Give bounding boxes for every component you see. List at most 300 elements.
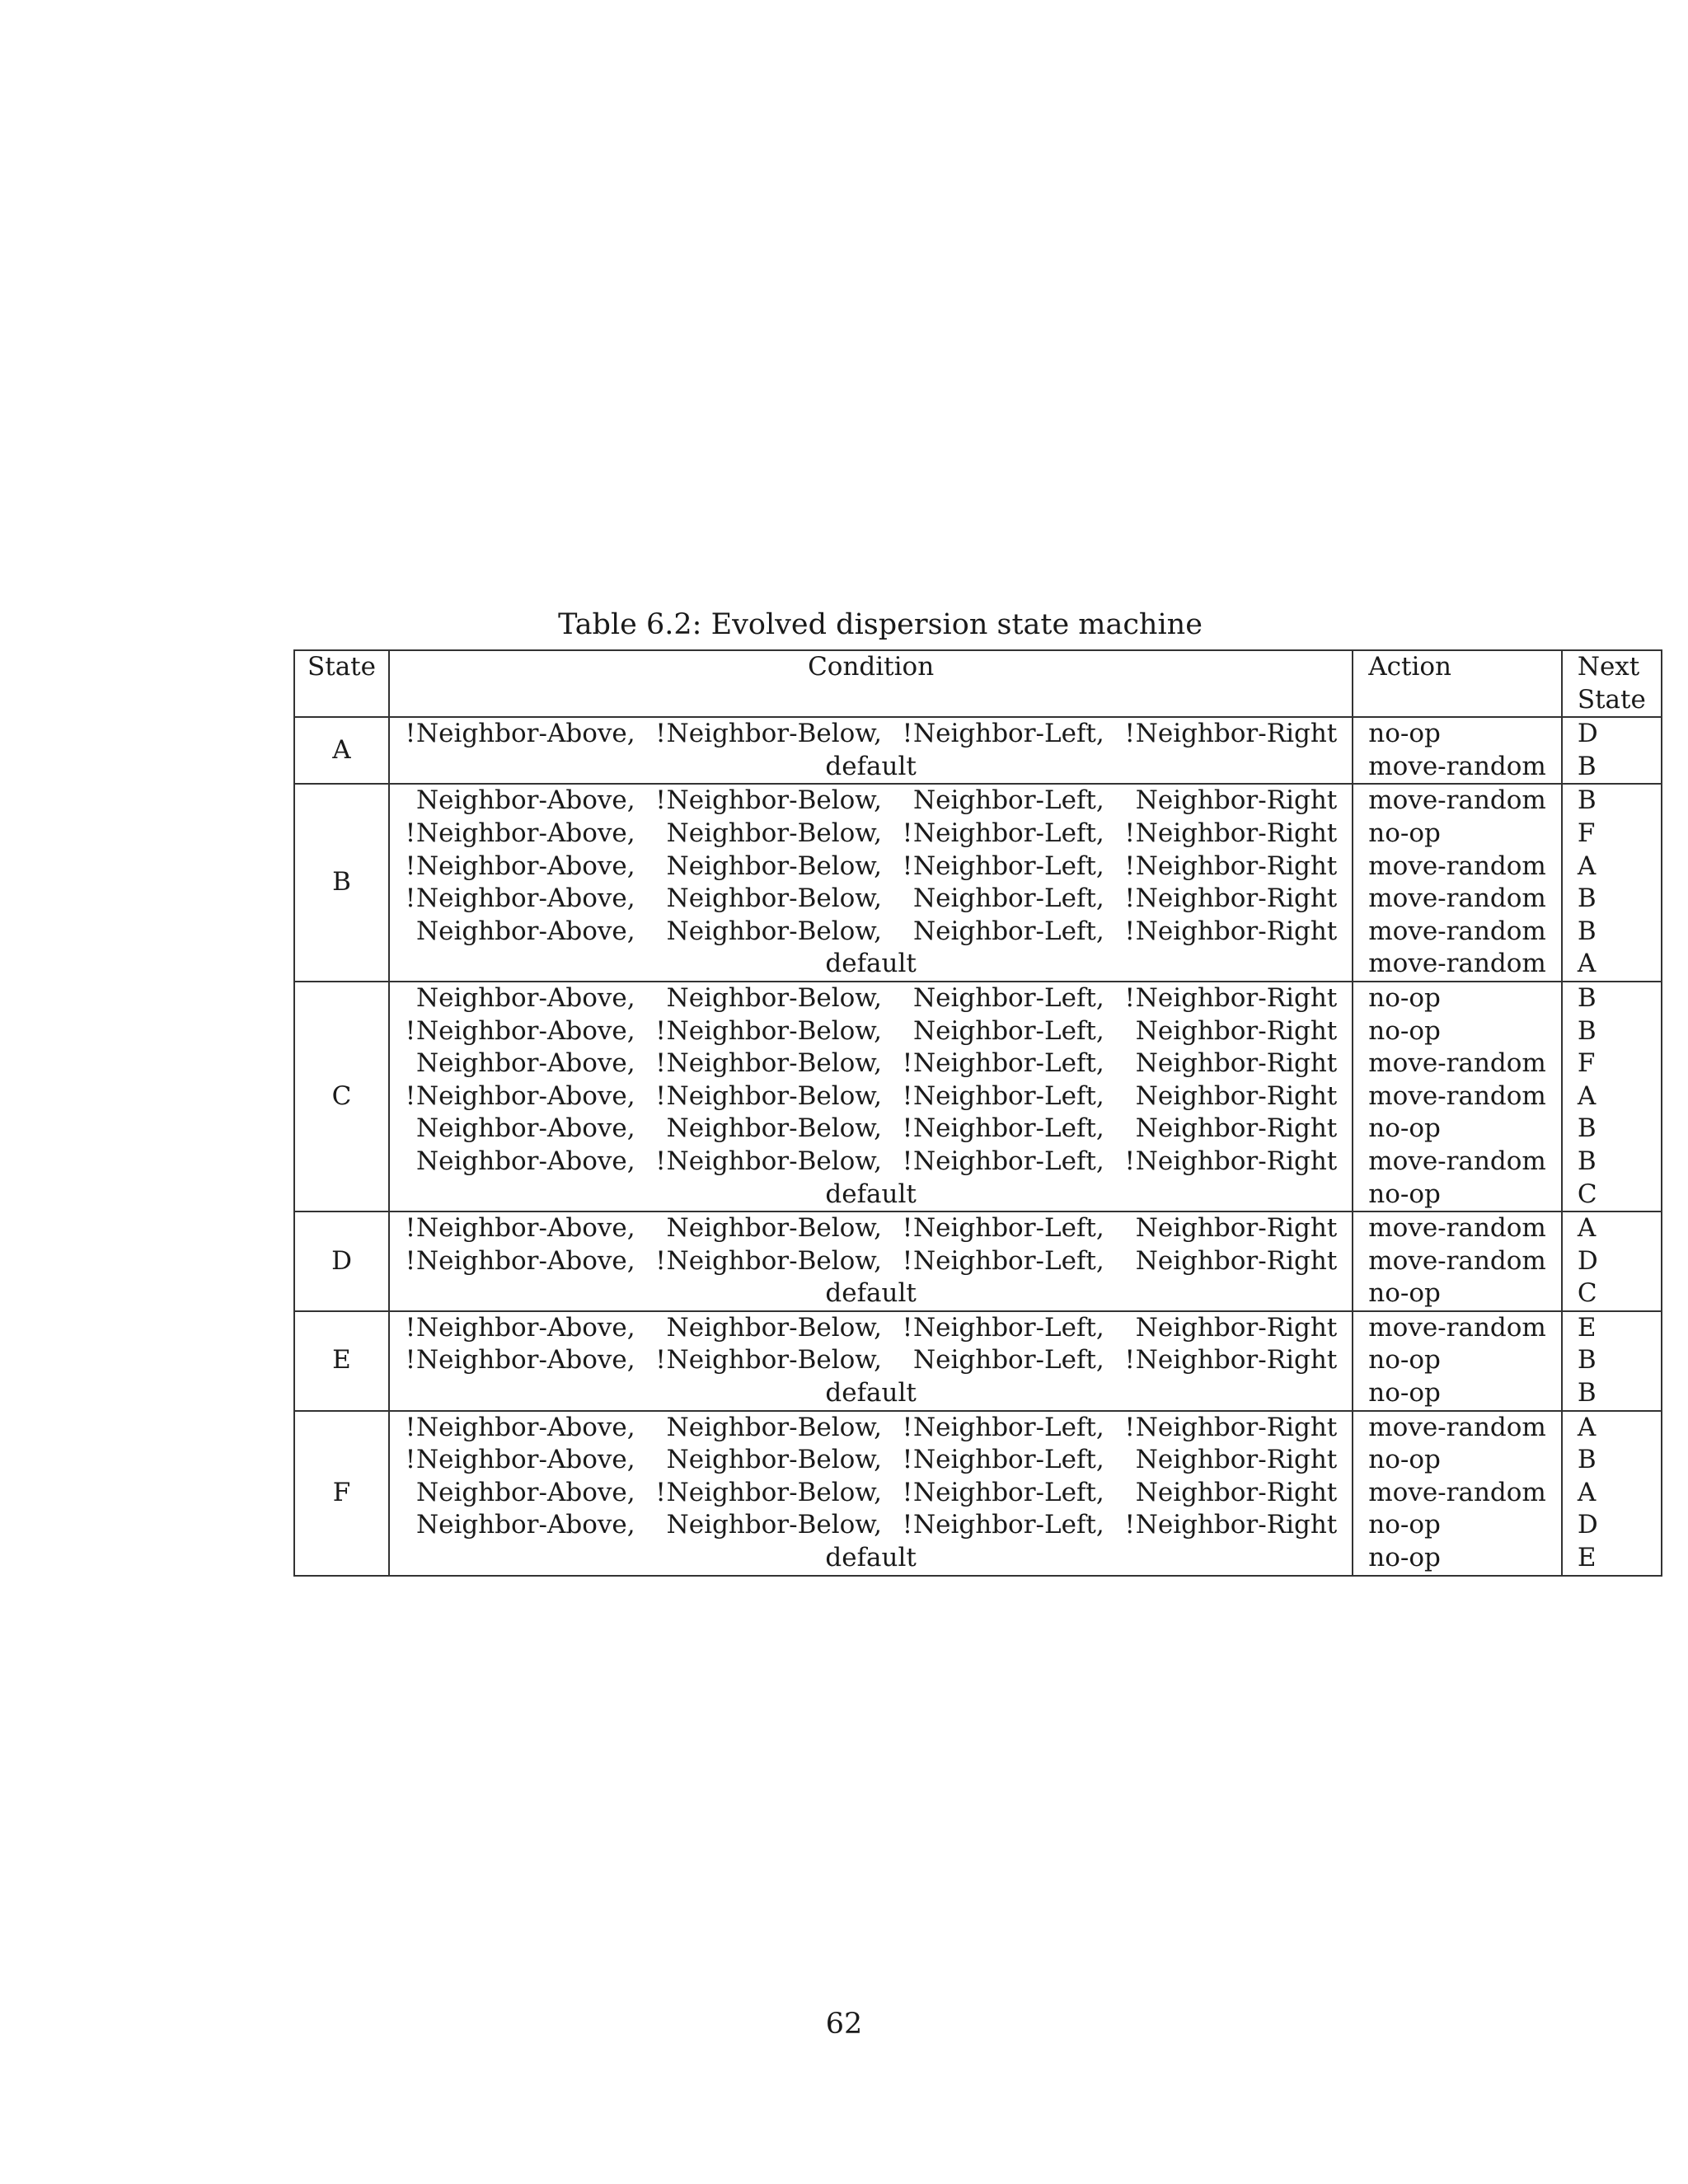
sensor-label: Neighbor-Left, bbox=[913, 1113, 1104, 1144]
action-cell: no-op bbox=[1353, 1377, 1562, 1411]
state-cell: C bbox=[294, 982, 389, 1212]
sensor-label: Neighbor-Below, bbox=[666, 1477, 883, 1507]
condition-term bbox=[1124, 1146, 1338, 1179]
state-group-d bbox=[294, 1212, 1662, 1311]
condition-term bbox=[1124, 718, 1338, 751]
negation-mark: ! bbox=[902, 1048, 913, 1079]
negation-mark: ! bbox=[655, 785, 666, 816]
table-row bbox=[294, 1444, 1662, 1477]
condition-term bbox=[902, 1509, 1104, 1542]
condition-term bbox=[655, 1312, 882, 1345]
condition-term bbox=[405, 883, 635, 916]
sensor-label: Neighbor-Above, bbox=[415, 1445, 635, 1475]
condition-term bbox=[655, 883, 882, 916]
negation-mark: ! bbox=[405, 883, 416, 914]
negation-mark: ! bbox=[655, 1048, 666, 1079]
negation-mark: ! bbox=[902, 818, 913, 848]
sensor-label: Neighbor-Left, bbox=[913, 1015, 1104, 1046]
sensor-label: Neighbor-Right bbox=[1135, 785, 1338, 816]
sensor-label: Neighbor-Left, bbox=[913, 1312, 1104, 1343]
action-cell: no-op bbox=[1353, 717, 1562, 751]
condition-cell bbox=[389, 1245, 1353, 1278]
sensor-label: Neighbor-Above, bbox=[415, 1113, 635, 1144]
negation-mark: ! bbox=[655, 1080, 666, 1111]
action-cell: move-random bbox=[1353, 1047, 1562, 1080]
table-row bbox=[294, 1080, 1662, 1113]
next-state-cell: B bbox=[1562, 883, 1662, 916]
condition-cell bbox=[389, 1311, 1353, 1345]
sensor-label: Neighbor-Below, bbox=[666, 1510, 883, 1540]
condition-cell bbox=[389, 1411, 1353, 1445]
action-cell: no-op bbox=[1353, 1277, 1562, 1311]
condition-cell bbox=[389, 784, 1353, 818]
condition-term bbox=[1124, 916, 1338, 949]
sensor-label: Neighbor-Left, bbox=[913, 1412, 1104, 1442]
condition-term bbox=[405, 785, 635, 818]
condition-expression bbox=[405, 1245, 1337, 1278]
state-group-b bbox=[294, 784, 1662, 982]
action-cell: move-random bbox=[1353, 851, 1562, 883]
table-row bbox=[294, 1377, 1662, 1411]
action-cell: move-random bbox=[1353, 948, 1562, 982]
negation-mark: ! bbox=[1124, 1345, 1135, 1376]
table-row bbox=[294, 1179, 1662, 1212]
negation-mark: ! bbox=[902, 1245, 913, 1276]
condition-term bbox=[902, 1245, 1104, 1278]
next-state-column-header bbox=[1562, 650, 1662, 717]
condition-term bbox=[1124, 818, 1338, 851]
sensor-label: Neighbor-Below, bbox=[666, 1312, 883, 1343]
state-machine-table bbox=[293, 649, 1662, 1577]
condition-cell bbox=[389, 883, 1353, 916]
sensor-label: Neighbor-Below, bbox=[666, 1080, 883, 1111]
condition-expression bbox=[405, 1212, 1337, 1245]
condition-cell: default bbox=[389, 1542, 1353, 1576]
condition-expression bbox=[405, 818, 1337, 851]
action-cell: move-random bbox=[1353, 1245, 1562, 1278]
condition-term bbox=[405, 1113, 635, 1146]
table-row bbox=[294, 1212, 1662, 1245]
sensor-label: Neighbor-Above, bbox=[415, 1510, 635, 1540]
condition-term bbox=[902, 1113, 1104, 1146]
sensor-label: Neighbor-Right bbox=[1135, 851, 1338, 881]
condition-term bbox=[1124, 1047, 1338, 1080]
condition-expression bbox=[405, 1312, 1337, 1345]
action-cell: move-random bbox=[1353, 1080, 1562, 1113]
condition-term bbox=[405, 1212, 635, 1245]
table-row bbox=[294, 1245, 1662, 1278]
negation-mark: ! bbox=[655, 1345, 666, 1376]
next-state-cell: E bbox=[1562, 1311, 1662, 1345]
sensor-label: Neighbor-Right bbox=[1135, 883, 1338, 914]
condition-term bbox=[655, 1412, 882, 1445]
next-state-cell: B bbox=[1562, 1015, 1662, 1048]
condition-term bbox=[1124, 1113, 1338, 1146]
condition-term bbox=[655, 1245, 882, 1278]
sensor-label: Neighbor-Above, bbox=[415, 785, 635, 816]
next-state-cell: B bbox=[1562, 982, 1662, 1015]
table-row bbox=[294, 1113, 1662, 1146]
condition-cell: default bbox=[389, 751, 1353, 785]
negation-mark: ! bbox=[902, 1445, 913, 1475]
next-state-cell: A bbox=[1562, 1212, 1662, 1245]
sensor-label: Neighbor-Left, bbox=[913, 883, 1104, 914]
condition-cell bbox=[389, 818, 1353, 851]
condition-cell bbox=[389, 1477, 1353, 1510]
condition-term bbox=[655, 1444, 882, 1477]
sensor-label: Neighbor-Right bbox=[1135, 1213, 1338, 1244]
condition-term bbox=[902, 1312, 1104, 1345]
table-row bbox=[294, 751, 1662, 785]
condition-expression bbox=[405, 851, 1337, 883]
next-state-cell: F bbox=[1562, 818, 1662, 851]
table-row bbox=[294, 1344, 1662, 1377]
condition-term bbox=[902, 1212, 1104, 1245]
next-state-cell: B bbox=[1562, 1146, 1662, 1179]
table-row bbox=[294, 1015, 1662, 1048]
negation-mark: ! bbox=[405, 1445, 416, 1475]
condition-term bbox=[1124, 1344, 1338, 1377]
sensor-label: Neighbor-Below, bbox=[666, 1015, 883, 1046]
condition-expression bbox=[405, 1113, 1337, 1146]
negation-mark: ! bbox=[1124, 982, 1135, 1013]
table-row bbox=[294, 982, 1662, 1015]
next-state-cell: F bbox=[1562, 1047, 1662, 1080]
condition-term bbox=[655, 851, 882, 883]
condition-term bbox=[655, 818, 882, 851]
condition-expression bbox=[405, 718, 1337, 751]
table-header bbox=[294, 650, 1662, 717]
table-row bbox=[294, 1311, 1662, 1345]
next-state-cell: A bbox=[1562, 1411, 1662, 1445]
negation-mark: ! bbox=[1124, 719, 1135, 749]
action-cell: no-op bbox=[1353, 1444, 1562, 1477]
sensor-label: Neighbor-Left, bbox=[913, 1510, 1104, 1540]
sensor-label: Neighbor-Below, bbox=[666, 1213, 883, 1244]
sensor-label: Neighbor-Below, bbox=[666, 785, 883, 816]
action-cell: move-random bbox=[1353, 1212, 1562, 1245]
sensor-label: Neighbor-Left, bbox=[913, 1245, 1104, 1276]
next-state-cell: B bbox=[1562, 916, 1662, 949]
condition-term bbox=[1124, 1444, 1338, 1477]
sensor-label: Neighbor-Right bbox=[1135, 719, 1338, 749]
state-cell: F bbox=[294, 1411, 389, 1576]
next-state-cell: C bbox=[1562, 1179, 1662, 1212]
sensor-label: Neighbor-Left, bbox=[913, 719, 1104, 749]
sensor-label: Neighbor-Left, bbox=[913, 916, 1104, 946]
condition-term bbox=[902, 1477, 1104, 1510]
next-state-cell: D bbox=[1562, 1245, 1662, 1278]
sensor-label: Neighbor-Below, bbox=[666, 982, 883, 1013]
sensor-label: Neighbor-Above, bbox=[415, 1312, 635, 1343]
negation-mark: ! bbox=[1124, 1412, 1135, 1442]
next-state-cell: B bbox=[1562, 751, 1662, 785]
negation-mark: ! bbox=[902, 1477, 913, 1507]
sensor-label: Neighbor-Below, bbox=[666, 916, 883, 946]
condition-term bbox=[655, 1344, 882, 1377]
sensor-label: Neighbor-Below, bbox=[666, 1146, 883, 1176]
negation-mark: ! bbox=[902, 851, 913, 881]
condition-expression bbox=[405, 1344, 1337, 1377]
condition-term bbox=[655, 1146, 882, 1179]
sensor-label: Neighbor-Left, bbox=[913, 982, 1104, 1013]
state-group-e bbox=[294, 1311, 1662, 1411]
action-cell: no-op bbox=[1353, 1015, 1562, 1048]
sensor-label: Neighbor-Below, bbox=[666, 818, 883, 848]
condition-term bbox=[902, 851, 1104, 883]
next-state-cell: B bbox=[1562, 1113, 1662, 1146]
condition-term bbox=[405, 1444, 635, 1477]
sensor-label: Neighbor-Left, bbox=[913, 1048, 1104, 1079]
condition-term bbox=[655, 1477, 882, 1510]
condition-cell bbox=[389, 916, 1353, 949]
action-cell: move-random bbox=[1353, 1146, 1562, 1179]
action-cell: no-op bbox=[1353, 1542, 1562, 1576]
sensor-label: Neighbor-Below, bbox=[666, 1113, 883, 1144]
condition-cell bbox=[389, 1344, 1353, 1377]
table-row bbox=[294, 1277, 1662, 1311]
page-number: 62 bbox=[825, 2008, 863, 2041]
sensor-label: Neighbor-Above, bbox=[415, 1015, 635, 1046]
sensor-label: Neighbor-Right bbox=[1135, 818, 1338, 848]
condition-term bbox=[902, 1047, 1104, 1080]
negation-mark: ! bbox=[1124, 883, 1135, 914]
condition-expression bbox=[405, 916, 1337, 949]
negation-mark: ! bbox=[902, 719, 913, 749]
condition-term bbox=[1124, 1015, 1338, 1048]
action-cell: no-op bbox=[1353, 818, 1562, 851]
condition-term bbox=[902, 818, 1104, 851]
action-cell: no-op bbox=[1353, 982, 1562, 1015]
sensor-label: Neighbor-Below, bbox=[666, 1245, 883, 1276]
table-caption: Table 6.2: Evolved dispersion state machine bbox=[558, 608, 1203, 641]
sensor-label: Neighbor-Above, bbox=[415, 916, 635, 946]
condition-cell bbox=[389, 1015, 1353, 1048]
condition-expression bbox=[405, 982, 1337, 1015]
condition-term bbox=[902, 1080, 1104, 1113]
action-cell: no-op bbox=[1353, 1509, 1562, 1542]
condition-term bbox=[902, 1412, 1104, 1445]
action-column-header: Action bbox=[1353, 650, 1562, 717]
condition-term bbox=[1124, 883, 1338, 916]
state-group-c bbox=[294, 982, 1662, 1212]
condition-cell bbox=[389, 1212, 1353, 1245]
header-row bbox=[294, 650, 1662, 717]
state-cell: B bbox=[294, 784, 389, 982]
next-state-cell: A bbox=[1562, 851, 1662, 883]
negation-mark: ! bbox=[902, 1146, 913, 1176]
negation-mark: ! bbox=[902, 1213, 913, 1244]
negation-mark: ! bbox=[405, 1412, 416, 1442]
negation-mark: ! bbox=[1124, 916, 1135, 946]
condition-cell bbox=[389, 1113, 1353, 1146]
condition-term bbox=[405, 1477, 635, 1510]
sensor-label: Neighbor-Below, bbox=[666, 851, 883, 881]
condition-term bbox=[655, 916, 882, 949]
condition-term bbox=[655, 1509, 882, 1542]
table-row bbox=[294, 1146, 1662, 1179]
condition-term bbox=[902, 1015, 1104, 1048]
sensor-label: Neighbor-Above, bbox=[415, 982, 635, 1013]
table-row bbox=[294, 916, 1662, 949]
condition-term bbox=[405, 916, 635, 949]
action-cell: move-random bbox=[1353, 883, 1562, 916]
condition-term bbox=[902, 1444, 1104, 1477]
negation-mark: ! bbox=[655, 719, 666, 749]
condition-term bbox=[405, 818, 635, 851]
condition-cell bbox=[389, 1080, 1353, 1113]
sensor-label: Neighbor-Below, bbox=[666, 719, 883, 749]
sensor-label: Neighbor-Above, bbox=[415, 851, 635, 881]
sensor-label: Neighbor-Right bbox=[1135, 982, 1338, 1013]
state-cell: E bbox=[294, 1311, 389, 1411]
condition-term bbox=[902, 785, 1104, 818]
sensor-label: Neighbor-Above, bbox=[415, 719, 635, 749]
condition-term bbox=[902, 718, 1104, 751]
negation-mark: ! bbox=[1124, 1146, 1135, 1176]
condition-cell bbox=[389, 717, 1353, 751]
negation-mark: ! bbox=[405, 1345, 416, 1376]
next-state-cell: A bbox=[1562, 1080, 1662, 1113]
sensor-label: Neighbor-Above, bbox=[415, 1213, 635, 1244]
condition-expression bbox=[405, 1146, 1337, 1179]
state-group-a bbox=[294, 717, 1662, 784]
condition-expression bbox=[405, 1080, 1337, 1113]
negation-mark: ! bbox=[655, 1245, 666, 1276]
condition-term bbox=[902, 883, 1104, 916]
next-state-cell: A bbox=[1562, 948, 1662, 982]
action-cell: no-op bbox=[1353, 1113, 1562, 1146]
negation-mark: ! bbox=[902, 1412, 913, 1442]
condition-expression bbox=[405, 883, 1337, 916]
condition-expression bbox=[405, 785, 1337, 818]
state-cell: D bbox=[294, 1212, 389, 1311]
condition-term bbox=[405, 982, 635, 1015]
table-row bbox=[294, 1509, 1662, 1542]
action-cell: move-random bbox=[1353, 1477, 1562, 1510]
negation-mark: ! bbox=[655, 1015, 666, 1046]
condition-term bbox=[902, 1146, 1104, 1179]
sensor-label: Neighbor-Right bbox=[1135, 1445, 1338, 1475]
next-state-cell: B bbox=[1562, 1344, 1662, 1377]
condition-expression bbox=[405, 1412, 1337, 1445]
condition-term bbox=[655, 1212, 882, 1245]
negation-mark: ! bbox=[405, 1015, 416, 1046]
next-state-header-line-2: State bbox=[1577, 684, 1646, 715]
condition-cell bbox=[389, 1047, 1353, 1080]
sensor-label: Neighbor-Above, bbox=[415, 883, 635, 914]
sensor-label: Neighbor-Right bbox=[1135, 1345, 1338, 1376]
action-cell: move-random bbox=[1353, 916, 1562, 949]
negation-mark: ! bbox=[1124, 1510, 1135, 1540]
state-cell: A bbox=[294, 717, 389, 784]
condition-term bbox=[1124, 1212, 1338, 1245]
condition-expression bbox=[405, 1015, 1337, 1048]
condition-term bbox=[655, 1080, 882, 1113]
sensor-label: Neighbor-Right bbox=[1135, 1477, 1338, 1507]
negation-mark: ! bbox=[405, 1312, 416, 1343]
next-state-cell: D bbox=[1562, 1509, 1662, 1542]
action-cell: no-op bbox=[1353, 1344, 1562, 1377]
condition-expression bbox=[405, 1477, 1337, 1510]
condition-term bbox=[1124, 982, 1338, 1015]
sensor-label: Neighbor-Left, bbox=[913, 785, 1104, 816]
table-row bbox=[294, 883, 1662, 916]
state-column-header: State bbox=[294, 650, 389, 717]
sensor-label: Neighbor-Right bbox=[1135, 1080, 1338, 1111]
next-state-cell: B bbox=[1562, 1377, 1662, 1411]
condition-term bbox=[655, 785, 882, 818]
condition-term bbox=[655, 1113, 882, 1146]
sensor-label: Neighbor-Right bbox=[1135, 1048, 1338, 1079]
sensor-label: Neighbor-Below, bbox=[666, 1048, 883, 1079]
condition-term bbox=[405, 1312, 635, 1345]
condition-term bbox=[405, 1509, 635, 1542]
sensor-label: Neighbor-Below, bbox=[666, 1412, 883, 1442]
next-state-cell: E bbox=[1562, 1542, 1662, 1576]
table-row bbox=[294, 1542, 1662, 1576]
negation-mark: ! bbox=[405, 1245, 416, 1276]
condition-term bbox=[405, 1344, 635, 1377]
negation-mark: ! bbox=[902, 1312, 913, 1343]
sensor-label: Neighbor-Left, bbox=[913, 1477, 1104, 1507]
next-state-cell: D bbox=[1562, 717, 1662, 751]
next-state-cell: A bbox=[1562, 1477, 1662, 1510]
condition-term bbox=[405, 1080, 635, 1113]
condition-column-header: Condition bbox=[389, 650, 1353, 717]
sensor-label: Neighbor-Left, bbox=[913, 818, 1104, 848]
state-group-f bbox=[294, 1411, 1662, 1576]
sensor-label: Neighbor-Right bbox=[1135, 1146, 1338, 1176]
condition-term bbox=[902, 1344, 1104, 1377]
condition-cell bbox=[389, 982, 1353, 1015]
negation-mark: ! bbox=[655, 1477, 666, 1507]
next-state-cell: B bbox=[1562, 1444, 1662, 1477]
negation-mark: ! bbox=[405, 818, 416, 848]
negation-mark: ! bbox=[1124, 818, 1135, 848]
condition-term bbox=[1124, 785, 1338, 818]
sensor-label: Neighbor-Below, bbox=[666, 1445, 883, 1475]
condition-term bbox=[1124, 1412, 1338, 1445]
table-row bbox=[294, 1047, 1662, 1080]
action-cell: move-random bbox=[1353, 751, 1562, 785]
condition-term bbox=[405, 1015, 635, 1048]
condition-term bbox=[655, 1015, 882, 1048]
condition-term bbox=[655, 718, 882, 751]
condition-term bbox=[1124, 1477, 1338, 1510]
action-cell: move-random bbox=[1353, 784, 1562, 818]
table-row bbox=[294, 1477, 1662, 1510]
condition-cell bbox=[389, 1509, 1353, 1542]
condition-cell bbox=[389, 1146, 1353, 1179]
condition-term bbox=[405, 851, 635, 883]
sensor-label: Neighbor-Right bbox=[1135, 916, 1338, 946]
sensor-label: Neighbor-Above, bbox=[415, 1412, 635, 1442]
sensor-label: Neighbor-Right bbox=[1135, 1312, 1338, 1343]
condition-cell bbox=[389, 1444, 1353, 1477]
sensor-label: Neighbor-Right bbox=[1135, 1510, 1338, 1540]
sensor-label: Neighbor-Left, bbox=[913, 1345, 1104, 1376]
condition-expression bbox=[405, 1047, 1337, 1080]
condition-expression bbox=[405, 1509, 1337, 1542]
table-row bbox=[294, 818, 1662, 851]
sensor-label: Neighbor-Left, bbox=[913, 1445, 1104, 1475]
sensor-label: Neighbor-Above, bbox=[415, 818, 635, 848]
negation-mark: ! bbox=[902, 1080, 913, 1111]
sensor-label: Neighbor-Right bbox=[1135, 1015, 1338, 1046]
sensor-label: Neighbor-Left, bbox=[913, 1146, 1104, 1176]
condition-term bbox=[902, 982, 1104, 1015]
